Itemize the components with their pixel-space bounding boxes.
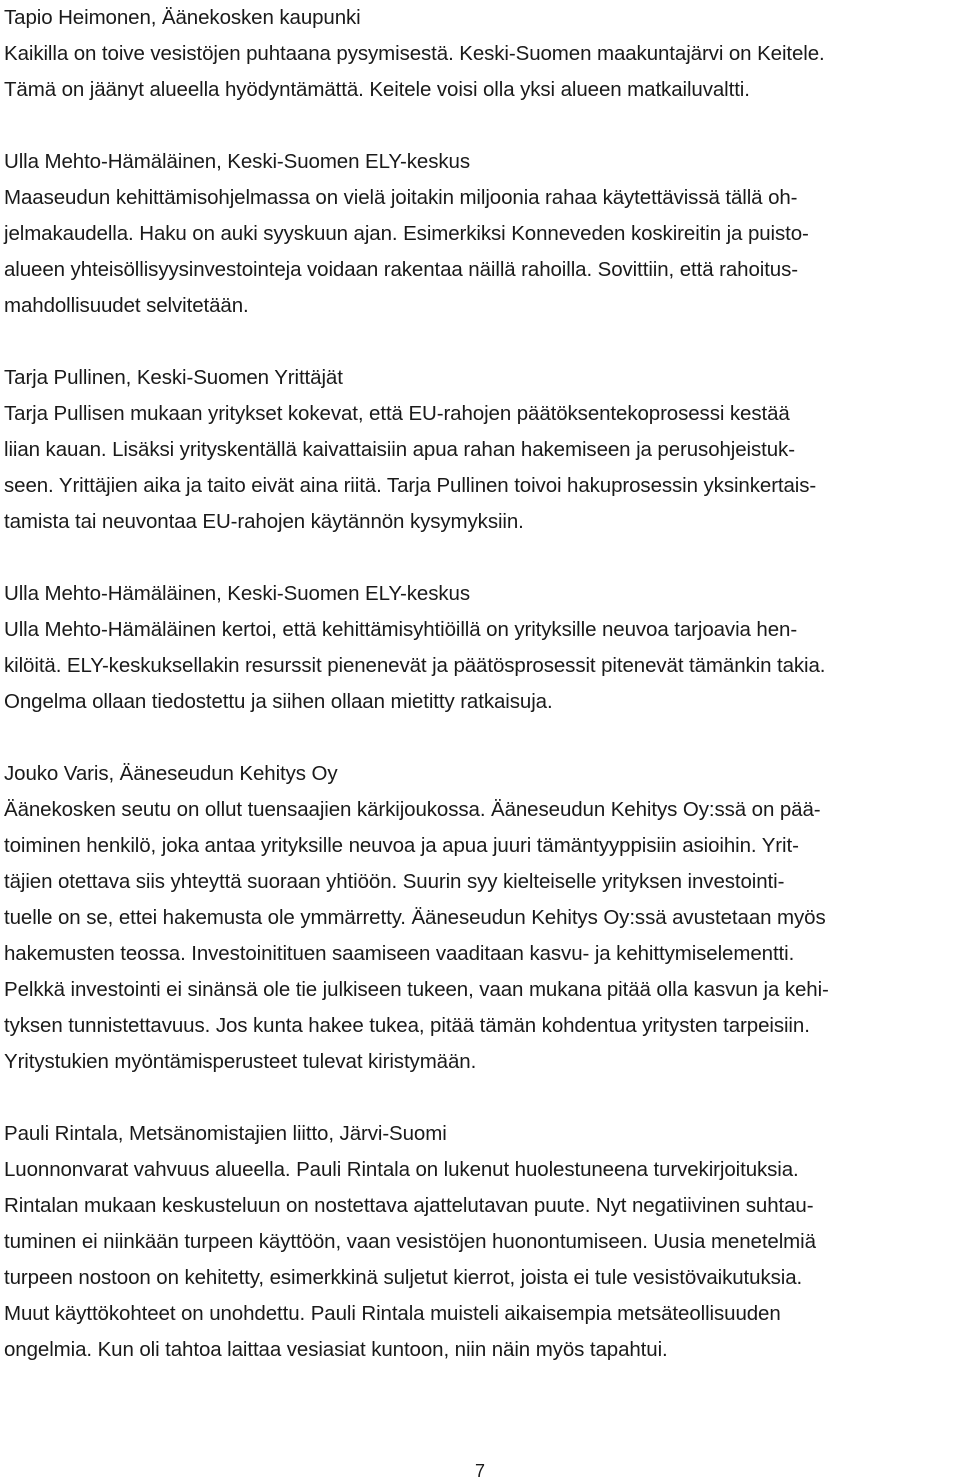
paragraph-line: tamista tai neuvontaa EU-rahojen käytännön kysymyksiin.	[4, 510, 524, 533]
comment-section-pullinen	[4, 360, 958, 540]
comment-section-varis	[4, 756, 958, 1080]
speaker-heading: Pauli Rintala, Metsänomistajien liitto, Järvi-Suomi	[4, 1122, 447, 1145]
paragraph-line: Pelkkä investointi ei sinänsä ole tie julkiseen tukeen, vaan mukana pitää olla kasvun ja kehi-	[4, 978, 829, 1001]
paragraph-line: hakemusten teossa. Investoinitituen saamiseen vaaditaan kasvu- ja kehittymiselementti.	[4, 942, 795, 965]
speaker-heading: Ulla Mehto-Hämäläinen, Keski-Suomen ELY-keskus	[4, 582, 470, 605]
document-page	[4, 0, 958, 1368]
paragraph-line: Luonnonvarat vahvuus alueella. Pauli Rintala on lukenut huolestuneena turvekirjoituksia.	[4, 1158, 799, 1181]
speaker-heading: Tarja Pullinen, Keski-Suomen Yrittäjät	[4, 366, 343, 389]
comment-section-heimonen	[4, 0, 958, 108]
paragraph-line: Maaseudun kehittämisohjelmassa on vielä joitakin miljoonia rahaa käytettävissä tällä oh-	[4, 186, 798, 209]
paragraph-line: Muut käyttökohteet on unohdettu. Pauli Rintala muisteli aikaisempia metsäteollisuuden	[4, 1302, 781, 1325]
paragraph-line: jelmakaudella. Haku on auki syyskuun ajan. Esimerkiksi Konneveden koskireitin ja puisto-	[4, 222, 809, 245]
paragraph-line: Äänekosken seutu on ollut tuensaajien kärkijoukossa. Ääneseudun Kehitys Oy:ssä on pää-	[4, 798, 821, 821]
paragraph-line: liian kauan. Lisäksi yrityskentällä kaivattaisiin apua rahan hakemiseen ja perusohjeistuk-	[4, 438, 795, 461]
comment-section-mehto-hamalainen-2	[4, 576, 958, 720]
paragraph-line: Rintalan mukaan keskusteluun on nostettava ajattelutavan puute. Nyt negatiivinen suhtau-	[4, 1194, 814, 1217]
speaker-heading: Ulla Mehto-Hämäläinen, Keski-Suomen ELY-keskus	[4, 150, 470, 173]
paragraph-line: Ulla Mehto-Hämäläinen kertoi, että kehittämisyhtiöillä on yrityksille neuvoa tarjoavia hen-	[4, 618, 798, 641]
paragraph-line: turpeen nostoon on kehitetty, esimerkkinä suljetut kierrot, joista ei tule vesistövaikutuksia.	[4, 1266, 803, 1289]
paragraph-line: Tarja Pullisen mukaan yritykset kokevat, että EU-rahojen päätöksentekoprosessi kestää	[4, 402, 790, 425]
comment-section-rintala	[4, 1116, 958, 1368]
paragraph-line: toiminen henkilö, joka antaa yrityksille neuvoa ja apua juuri tämäntyyppisiin asioihin. Yrit-	[4, 834, 799, 857]
page-number: 7	[474, 1461, 485, 1481]
comment-section-mehto-hamalainen-1	[4, 144, 958, 324]
paragraph-line: alueen yhteisöllisyysinvestointeja voidaan rakentaa näillä rahoilla. Sovittiin, että rahoitus-	[4, 258, 798, 281]
paragraph-line: tyksen tunnistettavuus. Jos kunta hakee tukea, pitää tämän kohdentua yritysten tarpeisiin.	[4, 1014, 810, 1037]
paragraph-line: Tämä on jäänyt alueella hyödyntämättä. Keitele voisi olla yksi alueen matkailuvaltti.	[4, 78, 750, 101]
paragraph-line: Ongelma ollaan tiedostettu ja siihen ollaan mietitty ratkaisuja.	[4, 690, 553, 713]
paragraph-line: kilöitä. ELY-keskuksellakin resurssit pienenevät ja päätösprosessit pitenevät tämänkin takia.	[4, 654, 826, 677]
paragraph-line: seen. Yrittäjien aika ja taito eivät aina riitä. Tarja Pullinen toivoi hakuprosessin yksinkertais-	[4, 474, 817, 497]
paragraph-line: Kaikilla on toive vesistöjen puhtaana pysymisestä. Keski-Suomen maakuntajärvi on Keitele.	[4, 42, 825, 65]
speaker-heading: Jouko Varis, Ääneseudun Kehitys Oy	[4, 762, 338, 785]
paragraph-line: ongelmia. Kun oli tahtoa laittaa vesiasiat kuntoon, niin näin myös tapahtui.	[4, 1338, 668, 1361]
paragraph-line: täjien otettava siis yhteyttä suoraan yhtiöön. Suurin syy kielteiselle yrityksen investointi-	[4, 870, 785, 893]
paragraph-line: tuelle on se, ettei hakemusta ole ymmärretty. Ääneseudun Kehitys Oy:ssä avustetaan myös	[4, 906, 826, 929]
paragraph-line: tuminen ei niinkään turpeen käyttöön, vaan vesistöjen huonontumiseen. Uusia menetelmiä	[4, 1230, 816, 1253]
paragraph-line: mahdollisuudet selvitetään.	[4, 294, 249, 317]
speaker-heading: Tapio Heimonen, Äänekosken kaupunki	[4, 6, 361, 29]
paragraph-line: Yritystukien myöntämisperusteet tulevat kiristymään.	[4, 1050, 477, 1073]
